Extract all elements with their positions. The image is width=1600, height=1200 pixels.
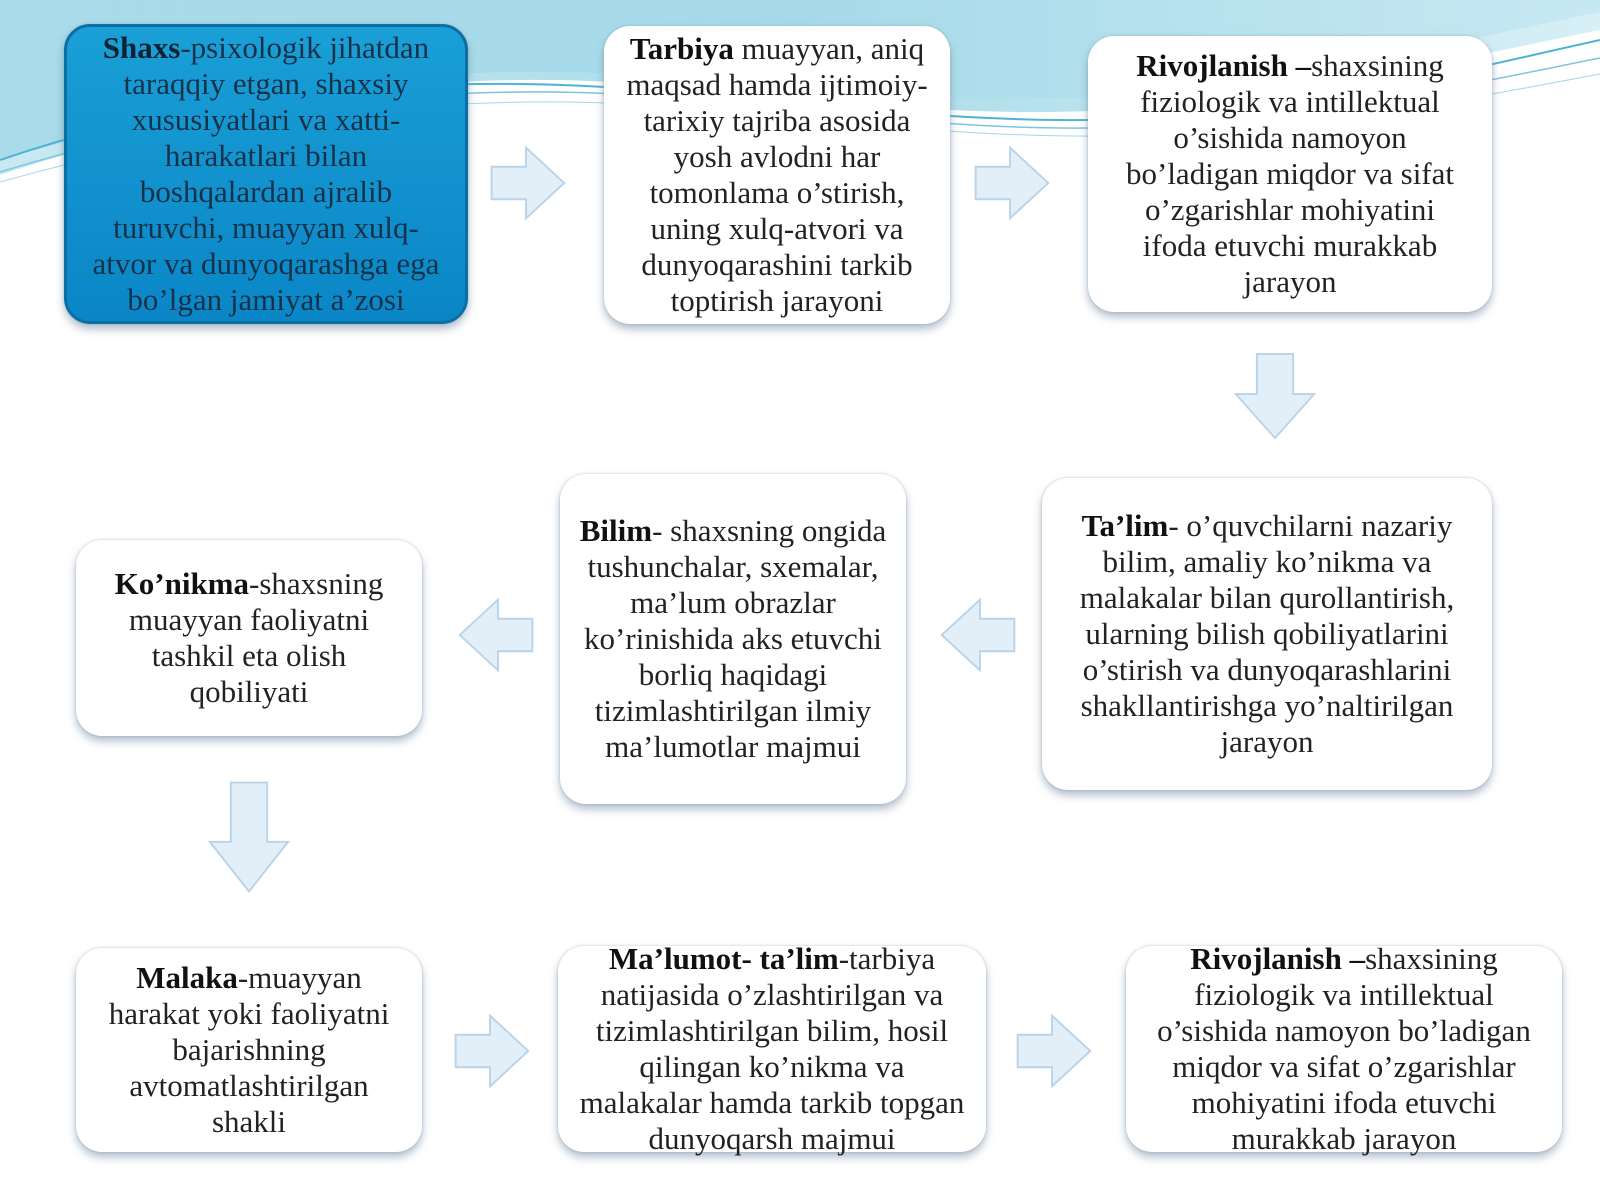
rivojlanish-box-top xyxy=(1088,36,1492,312)
tarbiya-definition xyxy=(626,31,928,319)
rivojlanish-top-term: Rivojlanish – xyxy=(1136,48,1312,83)
arrow-right-1 xyxy=(484,140,570,226)
arrow-right-4 xyxy=(1010,1008,1096,1094)
rivojlanish-box-bottom xyxy=(1126,941,1562,1156)
rivojlanish-bottom-term: Rivojlanish – xyxy=(1190,941,1366,976)
malaka-term: Malaka xyxy=(136,960,238,995)
konikma-box xyxy=(76,540,422,736)
shaxs-definition xyxy=(87,30,445,318)
rivojlanish-bottom-text: shaxsining fiziologik va intillektual o’sishida namoyon bo’ladigan miqdor va sifat o’zgarishlar mohiyatini ifoda etuvchi murakkab jarayon xyxy=(1157,941,1531,1156)
bilim-text: - shaxsning ongida tushunchalar, sxemalar, ma’lum obrazlar ko’rinishida aks etuvchi borliq haqidagi tizimlashtirilgan ilmiy ma’lumotlar majmui xyxy=(584,513,887,764)
malaka-definition xyxy=(94,960,404,1140)
talim-definition xyxy=(1058,508,1476,760)
rivojlanish-top-text: shaxsining fiziologik va intillektual o’sishida namoyon bo’ladigan miqdor va sifat o’zgarishlar mohiyatini ifoda etuvchi murakkab jarayon xyxy=(1126,48,1454,299)
rivojlanish-bottom-definition xyxy=(1144,941,1544,1157)
rivojlanish-top-definition xyxy=(1112,48,1468,300)
arrow-down-1 xyxy=(1232,350,1318,442)
konikma-term: Ko’nikma xyxy=(114,566,250,601)
malumot-box xyxy=(558,941,986,1156)
malumot-term: Ma’lumot- ta’lim xyxy=(608,941,839,976)
malaka-text: -muayyan harakat yoki faoliyatni bajarishning avtomatlashtirilgan shakli xyxy=(108,960,390,1139)
bilim-box xyxy=(560,474,906,804)
arrow-left-1 xyxy=(936,592,1022,678)
arrow-right-3 xyxy=(448,1008,534,1094)
shaxs-term: Shaxs xyxy=(102,30,181,65)
shaxs-box xyxy=(64,24,468,324)
konikma-definition xyxy=(100,566,398,710)
arrow-left-2 xyxy=(454,592,540,678)
talim-term: Ta’lim xyxy=(1081,508,1169,543)
tarbiya-box xyxy=(604,26,950,324)
arrow-down-2 xyxy=(206,778,292,896)
talim-text: - o’quvchilarni nazariy bilim, amaliy ko’nikma va malakalar bilan qurollantirish, ularning bilish qobiliyatlarini o’stirish va dunyoqarashlarini shakllantirishga yo’naltirilgan jarayon xyxy=(1079,508,1455,759)
talim-box xyxy=(1042,478,1492,790)
arrow-right-2 xyxy=(968,140,1054,226)
malumot-text: -tarbiya natijasida o’zlashtirilgan va tizimlashtirilgan bilim, hosil qilingan ko’nikma va malakalar hamda tarkib topgan dunyoqarsh majmui xyxy=(579,941,965,1156)
konikma-text: -shaxsning muayyan faoliyatni tashkil eta olish qobiliyati xyxy=(128,566,384,709)
malumot-definition xyxy=(576,941,968,1157)
bilim-term: Bilim xyxy=(579,513,653,548)
malaka-box xyxy=(76,948,422,1152)
tarbiya-term: Tarbiya xyxy=(629,31,734,66)
tarbiya-text: muayyan, aniq maqsad hamda ijtimoiy-tarixiy tajriba asosida yosh avlodni har tomonlama o’stirish, uning xulq-atvori va dunyoqarashini tarkib toptirish jarayoni xyxy=(626,31,928,318)
shaxs-text: -psixologik jihatdan taraqqiy etgan, shaxsiy xususiyatlari va xatti-harakatlari bilan boshqalardan ajralib turuvchi, muayyan xulq-atvor va dunyoqarashga ega bo’lgan jamiyat a’zosi xyxy=(92,30,440,317)
bilim-definition xyxy=(578,513,888,765)
